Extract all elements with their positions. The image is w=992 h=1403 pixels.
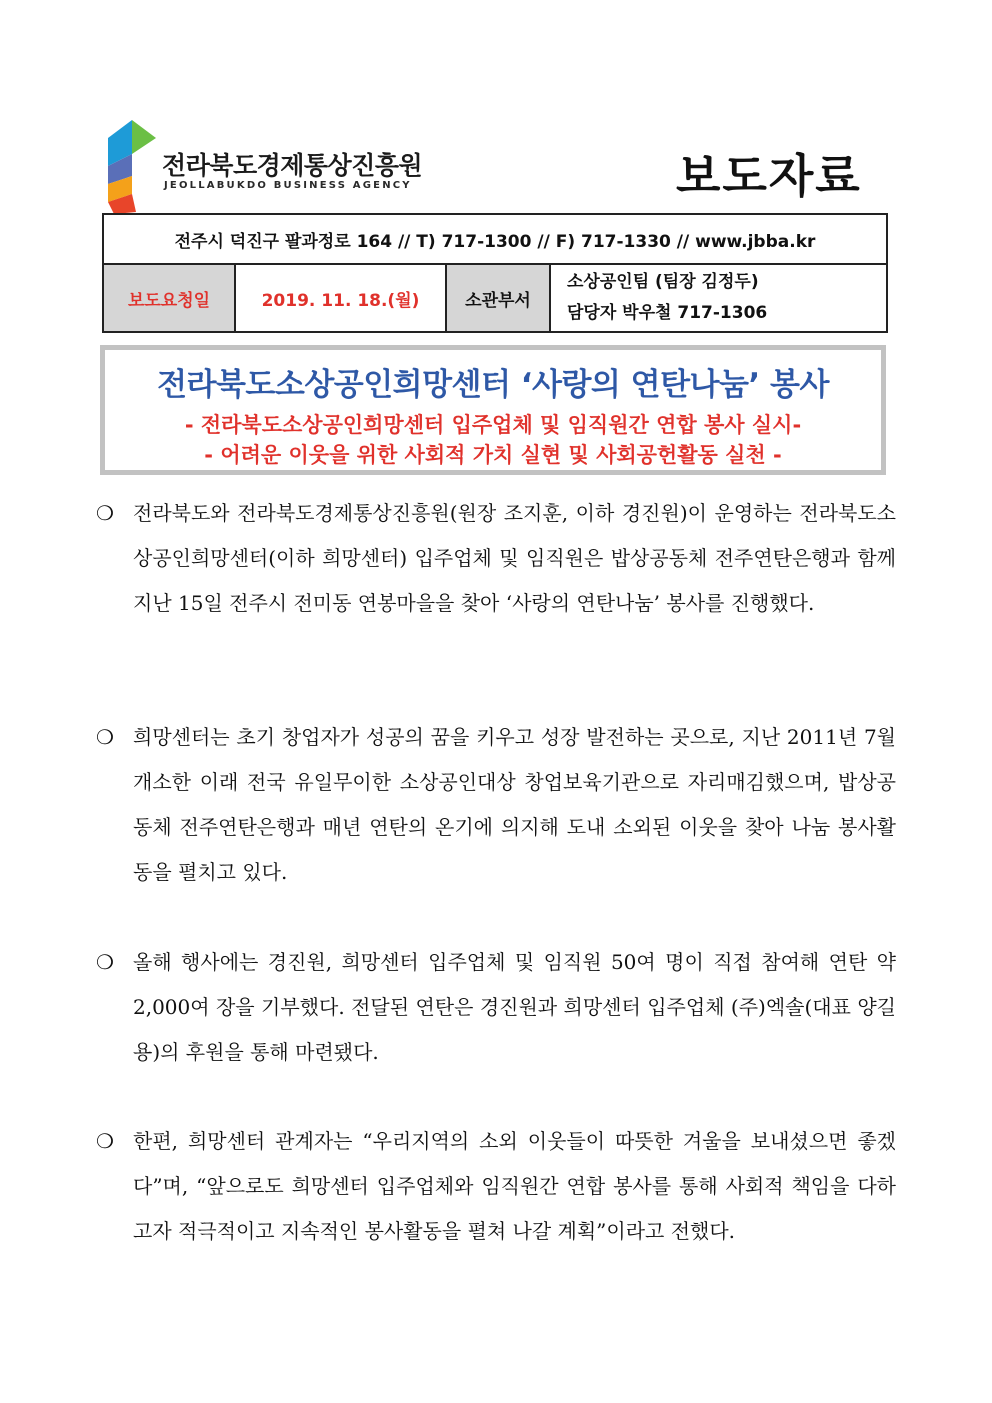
organization-logo: [106, 118, 436, 218]
headline-subtitle-1: - 전라북도소상공인희망센터 입주업체 및 임직원간 연합 봉사 실시-: [184, 413, 802, 437]
body-paragraph-3: [96, 940, 896, 1075]
logo-mark-icon: [106, 118, 158, 214]
contact-address-line: 전주시 덕진구 팔과정로 164 // T) 717-1300 // F) 717-1330 // www.jbba.kr: [103, 214, 887, 264]
org-name-english: JEOLLABUKDO BUSINESS AGENCY: [164, 180, 412, 191]
org-name-korean: 전라북도경제통상진흥원: [162, 151, 423, 180]
headline-subtitle-2: - 어려운 이웃을 위한 사회적 가치 실현 및 사회공헌활동 실천 -: [204, 443, 782, 467]
press-info-table: [102, 213, 888, 333]
paragraph-text: 한편, 희망센터 관계자는 “우리지역의 소외 이웃들이 따뜻한 겨울을 보내셨으면 좋겠다”며, “앞으로도 희망센터 입주업체와 임직원간 연합 봉사를 통해 사회적 책임을 다하고자 적극적이고 지속적인 봉사활동을 펼쳐 나갈 계획”이라고 전했다.: [133, 1129, 896, 1243]
request-date-label: 보도요청일: [103, 264, 235, 332]
request-date-value: 2019. 11. 18.(월): [235, 264, 446, 332]
bullet-circle-icon: ❍: [96, 725, 114, 749]
bullet-circle-icon: ❍: [96, 501, 114, 525]
bullet-circle-icon: ❍: [96, 950, 114, 974]
department-contact: 담당자 박우철 717-1306: [567, 303, 768, 323]
paragraph-text: 희망센터는 초기 창업자가 성공의 꿈을 키우고 성장 발전하는 곳으로, 지난 2011년 7월 개소한 이래 전국 유일무이한 소상공인대상 창업보육기관으로 자리매김했으며, 밥상공동체 전주연탄은행과 매년 연탄의 온기에 의지해 도내 소외된 이웃을 찾아 나눔 봉사활동을 펼치고 있다.: [133, 725, 896, 884]
headline-title: 전라북도소상공인희망센터 ‘사랑의 연탄나눔’ 봉사: [157, 367, 829, 403]
body-paragraph-4: [96, 1119, 896, 1254]
paragraph-text: 올해 행사에는 경진원, 희망센터 입주업체 및 임직원 50여 명이 직접 참여해 연탄 약 2,000여 장을 기부했다. 전달된 연탄은 경진원과 희망센터 입주업체 (주)엑솔(대표 양길용)의 후원을 통해 마련됐다.: [133, 950, 896, 1064]
body-paragraph-1: [96, 491, 896, 626]
department-value: [550, 264, 887, 332]
bullet-circle-icon: ❍: [96, 1129, 114, 1153]
body-paragraph-2: [96, 715, 896, 895]
department-label: 소관부서: [446, 264, 550, 332]
paragraph-text: 전라북도와 전라북도경제통상진흥원(원장 조지훈, 이하 경진원)이 운영하는 전라북도소상공인희망센터(이하 희망센터) 입주업체 및 임직원은 밥상공동체 전주연탄은행과 함께 지난 15일 전주시 전미동 연봉마을을 찾아 ‘사랑의 연탄나눔’ 봉사를 진행했다.: [133, 501, 896, 615]
department-team: 소상공인팀 (팀장 김정두): [567, 272, 759, 292]
document-type-title: 보도자료: [676, 149, 862, 203]
headline-box: [100, 345, 886, 475]
